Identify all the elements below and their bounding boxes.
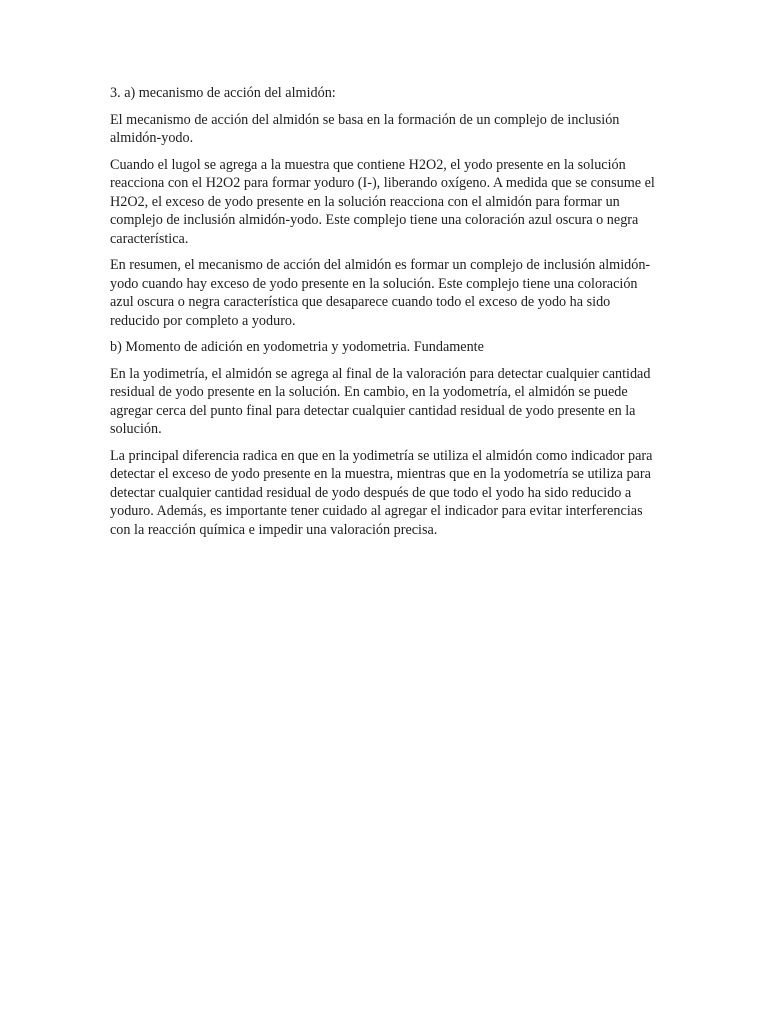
section-b-paragraph-2: La principal diferencia radica en que en la yodimetría se utiliza el almidón como indicador para detectar el exceso de yodo presente en la muestra, mientras que en la yodometría se utiliza para detectar cualquier cantidad residual de yodo después de que todo el yodo ha sido reducido a yoduro. Además, es importante tener cuidado al agregar el indicador para evitar interferencias con la reacción química e impedir una valoración precisa. [110,447,653,538]
section-a-heading: 3. a) mecanismo de acción del almidón: [110,85,336,101]
document-page [110,84,658,547]
section-b-paragraph-1: En la yodimetría, el almidón se agrega al final de la valoración para detectar cualquier cantidad residual de yodo presente en la solución. En cambio, en la yodometría, el almidón se puede agregar cerca del punto final para detectar cualquier cantidad residual de yodo presente en la solución. [110,365,651,437]
section-a-paragraph-2: Cuando el lugol se agrega a la muestra que contiene H2O2, el yodo presente en la solución reacciona con el H2O2 para formar yoduro (I-), liberando oxígeno. A medida que se consume el H2O2, el exceso de yodo presente en la solución reacciona con el almidón para formar un complejo de inclusión almidón-yodo. Este complejo tiene una coloración azul oscura o negra característica. [110,156,655,247]
section-a-paragraph-1: El mecanismo de acción del almidón se basa en la formación de un complejo de inclusión almidón-yodo. [110,111,620,146]
section-b-heading: b) Momento de adición en yodometria y yodometria. Fundamente [110,339,484,355]
section-a-paragraph-3: En resumen, el mecanismo de acción del almidón es formar un complejo de inclusión almidón-yodo cuando hay exceso de yodo presente en la solución. Este complejo tiene una coloración azul oscura o negra característica que desaparece cuando todo el exceso de yodo ha sido reducido por completo a yoduro. [110,257,651,329]
